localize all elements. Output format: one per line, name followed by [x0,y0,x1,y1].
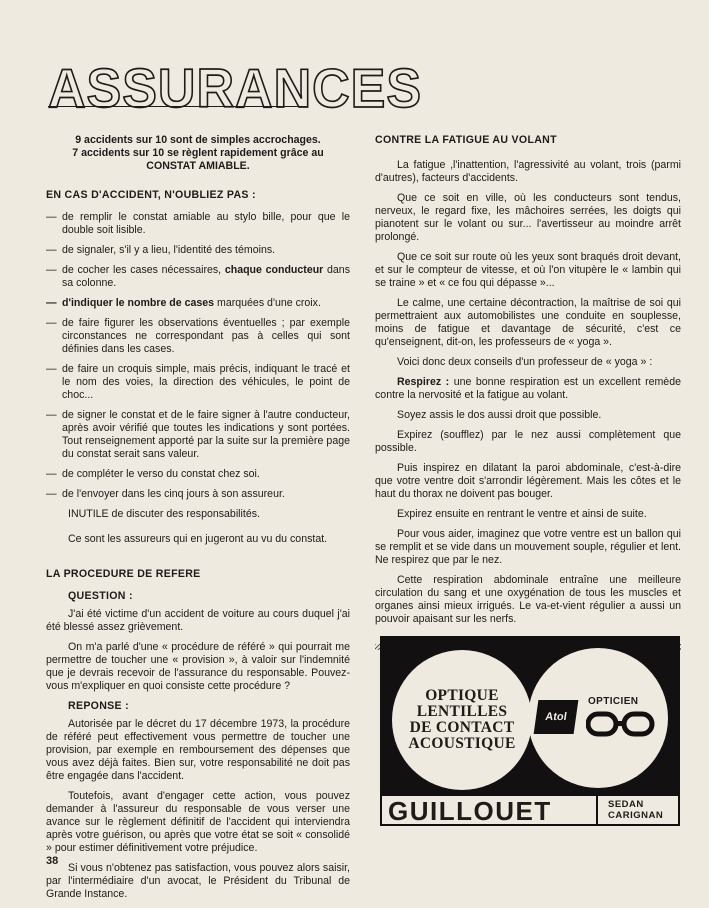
ad-left-circle [392,650,532,790]
glasses-logo-icon [586,710,656,738]
question-label: QUESTION : [68,590,133,602]
answer-label: REPONSE : [68,700,129,712]
paragraph: Si vous n'obtenez pas satisfaction, vous pouvez alors saisir, par l'intermédiaire d'un avocat, le Président du Tribunal de Grande Instance. [46,862,350,900]
atol-logo: Atol [534,700,579,734]
list-item: — de faire figurer les observations éventuelles ; par exemple circonstances ne correspondant pas à celles qui sont définies dans les cases. [46,317,350,355]
intro-line: CONSTAT AMIABLE. [146,160,250,172]
paragraph: Soyez assis le dos aussi droit que possible. [397,409,602,421]
intro-block [46,134,350,173]
list-item: — d'indiquer le nombre de cases marquées d'une croix. [46,297,321,309]
note: INUTILE de discuter des responsabilités. [68,508,260,520]
paragraph: Pour vous aider, imaginez que votre ventre est un ballon qui se remplit et se vide dans un mouvement souple, régulier et lent. Ne respirez que par le nez. [375,528,681,566]
paragraph: On m'a parlé d'une « procédure de référé » qui pourrait me permettre de toucher une « provision », à valoir sur l'indemnité que je devrais recevoir de l'assurance du responsable. Pouvez-vous m'expliquer en quoi consiste cette procédure ? [46,641,350,692]
paragraph: Autorisée par le décret du 17 décembre 1973, la procédure de référé peut effectivement vous permettre de toucher une provision, par exemple en remboursement des dépenses que vous avez déjà faites. Bien sur, votre responsabilité ne doit pas être engagée dans l'accident. [46,718,350,782]
list-item: — de faire un croquis simple, mais précis, indiquant le tracé et le nom des voies, la direction des véhicules, le point de choc... [46,363,350,401]
section-heading: LA PROCEDURE DE REFERE [46,568,201,580]
list-item: — de signaler, s'il y a lieu, l'identité des témoins. [46,244,276,256]
paragraph: La fatigue ,l'inattention, l'agressivité au volant, trois (parmi d'autres), facteurs d'accidents. [375,159,681,184]
page-number: 38 [46,855,59,867]
paragraph: Puis inspirez en dilatant la paroi abdominale, c'est-à-dire que votre ventre doit s'arrondir légèrement. Mais les côtes et le haut du thorax ne doivent pas bouger. [375,462,681,500]
right-column [375,134,681,650]
intro-line: 7 accidents sur 10 se règlent rapidement grâce au [72,147,324,159]
paragraph: Que ce soit sur route où les yeux sont braqués droit devant, et sur le compteur de vitesse, et où l'on vitupère le « lambin qui se traine » et « ce fou qui dépasse »... [375,251,681,289]
section-heading: CONTRE LA FATIGUE AU VOLANT [375,134,557,146]
page-title: ASSURANCES [48,58,423,120]
paragraph: Toutefois, avant d'engager cette action, vous pouvez demander à l'assureur du responsable de vous verser une avance sur le règlement définitif de l'accident qui interviendra après votre guérison, ou après que votre état se soit « consolidé » pour estimer définitivement votre préjudice. [46,790,350,854]
paragraph: Expirez (soufflez) par le nez aussi complètement que possible. [375,429,681,454]
shop-name: GUILLOUET [388,796,552,826]
paragraph: Ce sont les assureurs qui en jugeront au vu du constat. [68,533,328,545]
ad-right-circle [528,648,668,788]
list-item: — de compléter le verso du constat chez soi. [46,468,260,480]
optician-advertisement [380,636,680,826]
paragraph: Respirez : une bonne respiration est un excellent remède contre la nervosité et la fatigue au volant. [375,376,681,401]
list-item: — de cocher les cases nécessaires, chaque conducteur dans sa colonne. [46,264,350,289]
shop-locations: SEDAN CARIGNAN [608,799,664,821]
intro-line: 9 accidents sur 10 sont de simples accrochages. [75,134,321,146]
paragraph: J'ai été victime d'un accident de voiture au cours duquel j'ai été blessé assez grièvement. [46,608,350,633]
paragraph: Le calme, une certaine décontraction, la maîtrise de soi qui permettraient aux automobilistes une conduite en souplesse, moins de fatigue et davantage de sécurité, c'est ce qu'enseignent, dit-on, les professeurs de « yoga ». [375,297,681,348]
paragraph: Voici donc deux conseils d'un professeur de « yoga » : [397,356,653,368]
left-column [46,134,350,908]
paragraph: Cette respiration abdominale entraîne une meilleure circulation du sang et une oxygénation de tous les muscles et organes ainsi mieux irrigués. Le va-et-vient régulier a aussi un pouvoir apaisant sur les nerfs. [375,574,681,625]
ad-name-bar [380,794,680,826]
paragraph: Expirez ensuite en rentrant le ventre et ainsi de suite. [397,508,647,520]
opticien-label: OPTICIEN [588,696,639,707]
list-item: — de l'envoyer dans les cinq jours à son assureur. [46,488,285,500]
paragraph: Que ce soit en ville, où les conducteurs sont tendus, nerveux, le regard fixe, les mâchoires serrées, les doigts qui pianotent sur le volant ou sur... l'avertisseur au moindre arrêt prolongé. [375,192,681,243]
divider [596,796,598,824]
list-item: — de signer le constat et de le faire signer à l'autre conducteur, après avoir vérifié que toutes les indications y sont portées. Tout renseignement apporté par la suite sur la première page du constat serait sans valeur. [46,409,350,460]
title-underline [48,106,306,107]
section-heading: EN CAS D'ACCIDENT, N'OUBLIEZ PAS : [46,189,256,201]
list-item: — de remplir le constat amiable au stylo bille, pour que le double soit lisible. [46,211,350,236]
ad-services: OPTIQUE LENTILLES DE CONTACT ACOUSTIQUE [408,687,516,752]
